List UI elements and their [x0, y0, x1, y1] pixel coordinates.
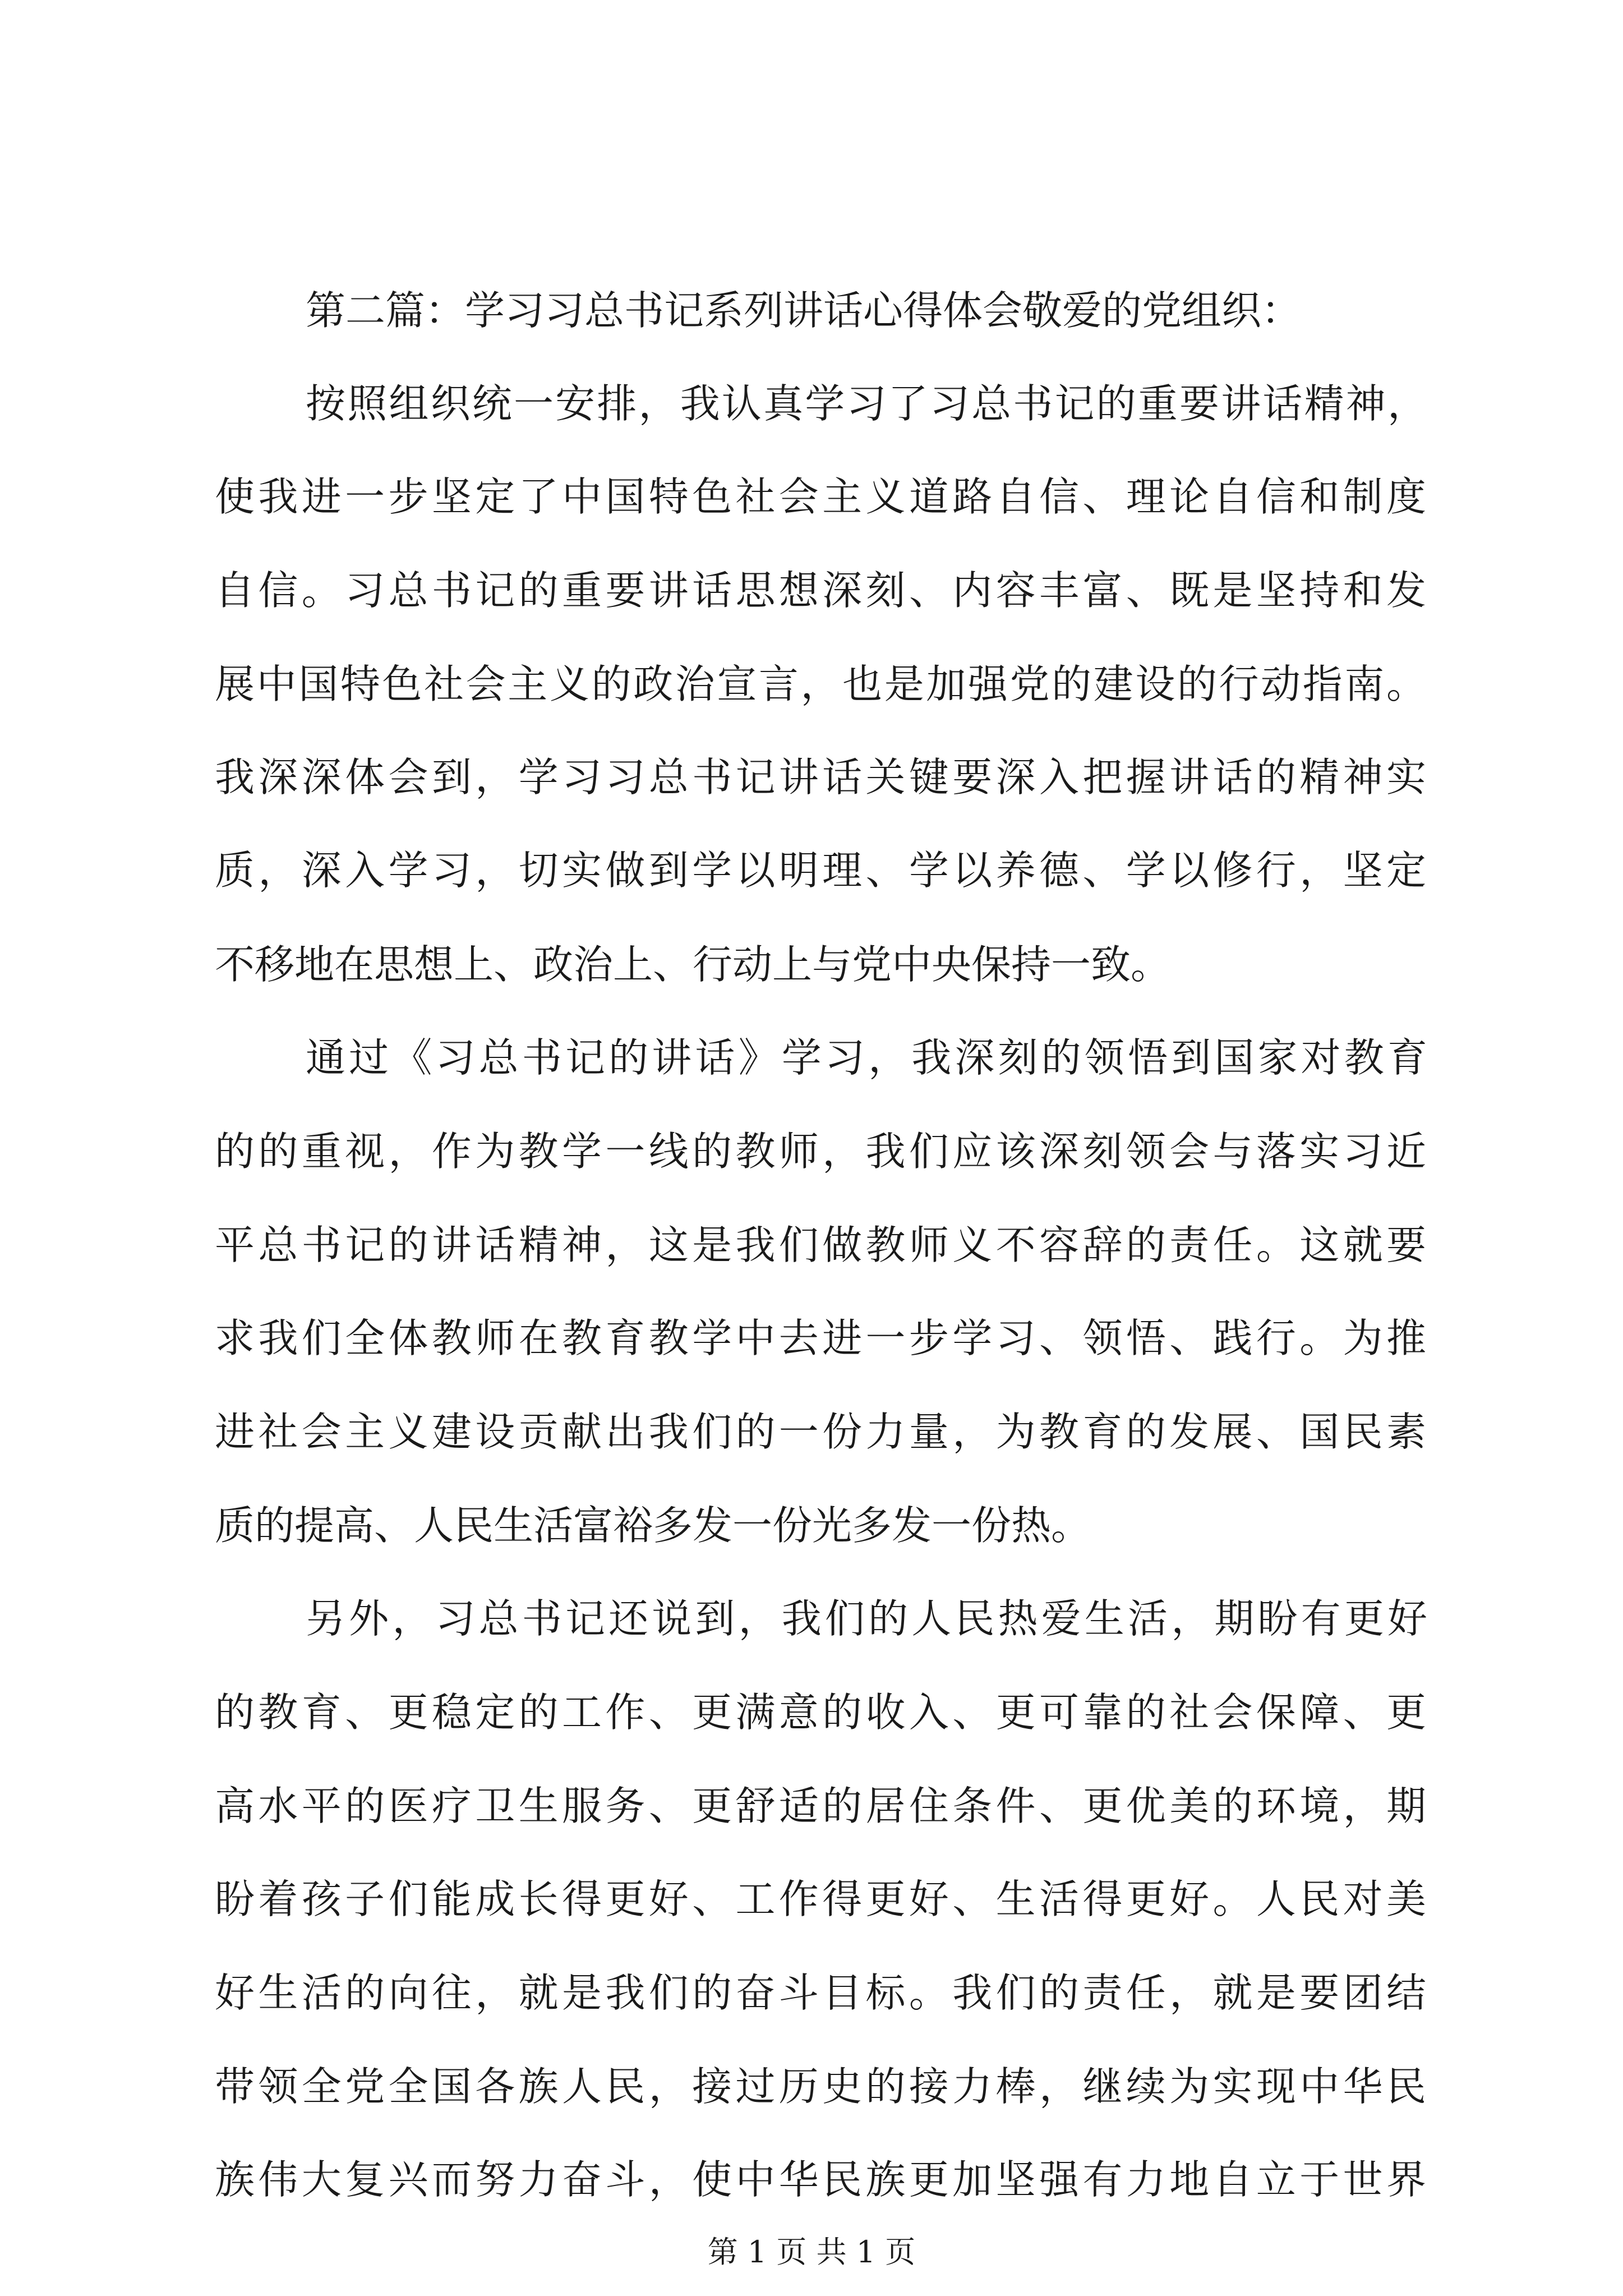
- paragraph-line: 通过《习总书记的讲话》学习，我深刻的领悟到国家对教育: [306, 1034, 1427, 1081]
- paragraph-line: 好生活的向往，就是我们的奋斗目标。我们的责任，就是要团结: [215, 1970, 1426, 2016]
- paragraph-line: 展中国特色社会主义的政治宣言，也是加强党的建设的行动指南。: [215, 661, 1426, 707]
- paragraph-line: 进社会主义建设贡献出我们的一份力量，为教育的发展、国民素: [215, 1409, 1426, 1455]
- paragraph-line: 的教育、更稳定的工作、更满意的收入、更可靠的社会保障、更: [215, 1689, 1426, 1736]
- paragraph-line: 另外，习总书记还说到，我们的人民热爱生活，期盼有更好: [306, 1595, 1427, 1642]
- page-number-footer: 第 1 页 共 1 页: [707, 2234, 916, 2270]
- paragraph-line: 求我们全体教师在教育教学中去进一步学习、领悟、践行。为推: [215, 1315, 1426, 1361]
- paragraph-line: 不移地在思想上、政治上、行动上与党中央保持一致。: [215, 941, 1171, 988]
- paragraph-line: 族伟大复兴而努力奋斗，使中华民族更加坚强有力地自立于世界: [215, 2156, 1426, 2203]
- paragraph-line: 使我进一步坚定了中国特色社会主义道路自信、理论自信和制度: [215, 473, 1426, 520]
- paragraph-heading-line: 第二篇：学习习总书记系列讲话心得体会敬爱的党组织：: [306, 287, 1302, 334]
- paragraph-line: 带领全党全国各族人民，接过历史的接力棒，继续为实现中华民: [215, 2063, 1426, 2110]
- paragraph-line: 按照组织统一安排，我认真学习了习总书记的重要讲话精神，: [306, 380, 1427, 427]
- paragraph-line: 质的提高、人民生活富裕多发一份光多发一份热。: [215, 1502, 1091, 1549]
- paragraph-line: 平总书记的讲话精神，这是我们做教师义不容辞的责任。这就要: [215, 1222, 1426, 1268]
- paragraph-line: 自信。习总书记的重要讲话思想深刻、内容丰富、既是坚持和发: [215, 567, 1426, 614]
- paragraph-line: 高水平的医疗卫生服务、更舒适的居住条件、更优美的环境，期: [215, 1783, 1426, 1829]
- paragraph-line: 盼着孩子们能成长得更好、工作得更好、生活得更好。人民对美: [215, 1876, 1426, 1922]
- paragraph-line: 我深深体会到，学习习总书记讲话关键要深入把握讲话的精神实: [215, 754, 1426, 800]
- paragraph-line: 质，深入学习，切实做到学以明理、学以养德、学以修行，坚定: [215, 847, 1426, 894]
- paragraph-line: 的的重视，作为教学一线的教师，我们应该深刻领会与落实习近: [215, 1128, 1426, 1175]
